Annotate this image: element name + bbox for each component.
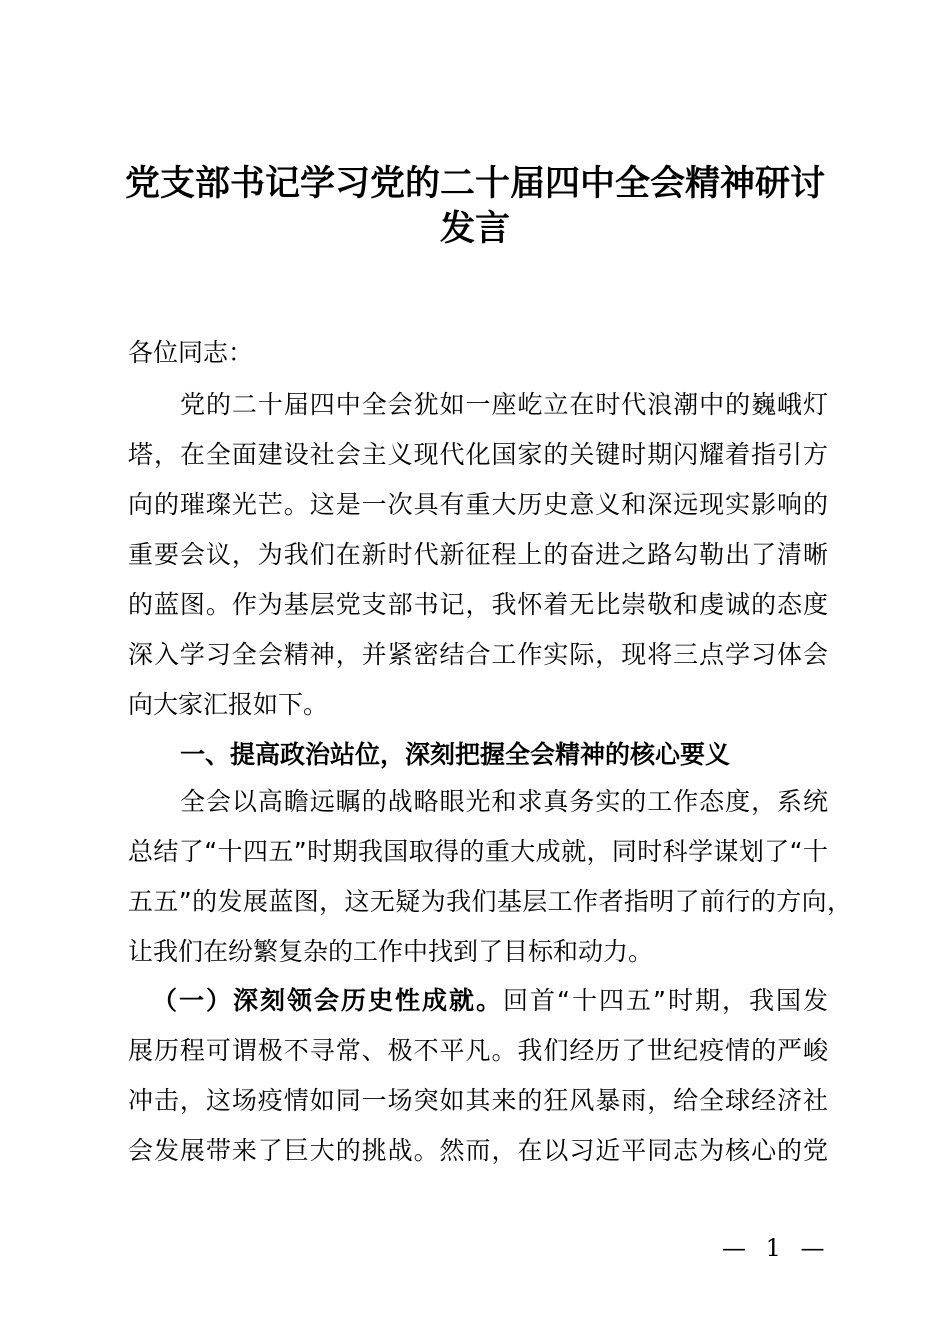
subsection-heading: （一）深刻领会历史性成就。 <box>152 986 504 1015</box>
subsection-first-line <box>152 976 828 1026</box>
section-para-line: 全会以高瞻远瞩的战略眼光和求真务实的工作态度，系统 <box>180 787 828 816</box>
intro-line: 的蓝图。作为基层党支部书记，我怀着无比崇敬和虔诚的态度 <box>128 590 828 619</box>
document-title-line-1: 党支部书记学习党的二十届四中全会精神研讨 <box>124 164 825 204</box>
document-title-line-2: 发言 <box>439 209 510 249</box>
intro-line: 重要会议，为我们在新时代新征程上的奋进之路勾勒出了清晰 <box>128 540 828 569</box>
salutation: 各位同志： <box>128 338 254 367</box>
intro-line: 党的二十届四中全会犹如一座屹立在时代浪潮中的巍峨灯 <box>180 390 828 419</box>
section-para-line: 让我们在纷繁复杂的工作中找到了目标和动力。 <box>128 937 654 966</box>
section-para-line: 五五”的发展蓝图，这无疑为我们基层工作者指明了前行的方向， <box>128 887 852 916</box>
section-heading: 一、提高政治站位，深刻把握全会精神的核心要义 <box>180 740 731 769</box>
page-number: — 1 — <box>722 1234 831 1262</box>
section-para-line: 总结了“十四五”时期我国取得的重大成就，同时科学谋划了“十 <box>128 837 828 866</box>
subsection-line: 会发展带来了巨大的挑战。然而，在以习近平同志为核心的党 <box>128 1136 828 1165</box>
subsection-line: 冲击，这场疫情如同一场突如其来的狂风暴雨，给全球经济社 <box>128 1086 828 1115</box>
intro-line: 向大家汇报如下。 <box>128 690 329 719</box>
intro-line: 塔，在全面建设社会主义现代化国家的关键时期闪耀着指引方 <box>128 440 828 469</box>
intro-line: 深入学习全会精神，并紧密结合工作实际，现将三点学习体会 <box>128 640 828 669</box>
intro-line: 向的璀璨光芒。这是一次具有重大历史意义和深远现实影响的 <box>128 490 828 519</box>
subsection-line: 展历程可谓极不寻常、极不平凡。我们经历了世纪疫情的严峻 <box>128 1036 828 1065</box>
subsection-text: 回首“十四五”时期，我国发 <box>503 986 828 1015</box>
